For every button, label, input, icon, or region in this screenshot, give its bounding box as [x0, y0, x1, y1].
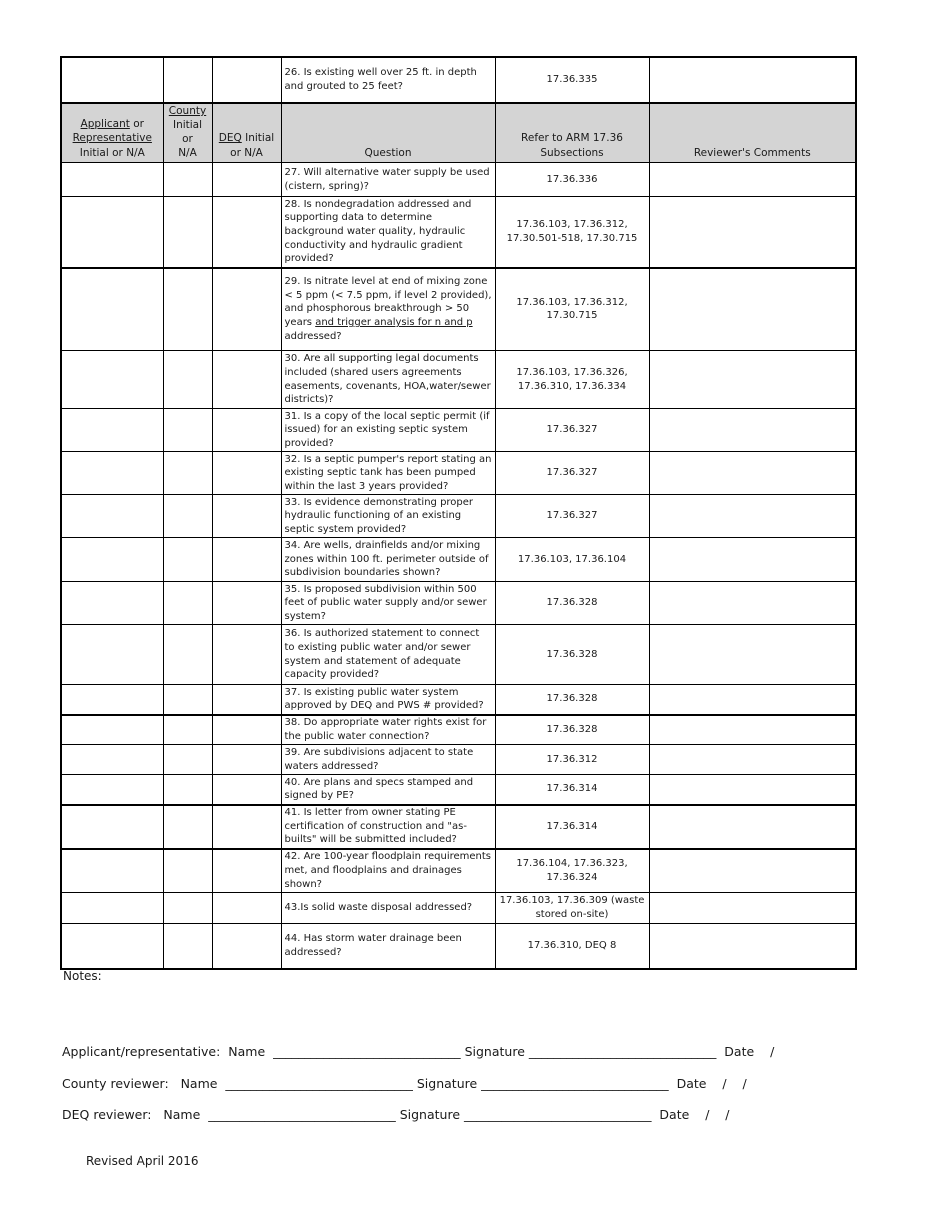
county-initial-cell[interactable] [163, 805, 212, 849]
county-signature-line[interactable]: County reviewer: Name ______________________________ Signature ______________________________ Date / / [62, 1076, 747, 1091]
applicant-initial-cell[interactable] [61, 197, 163, 268]
applicant-initial-cell[interactable] [61, 805, 163, 849]
reference-cell: 17.36.103, 17.36.326, 17.36.310, 17.36.334 [495, 351, 649, 409]
applicant-initial-cell[interactable] [61, 409, 163, 452]
deq-initial-cell[interactable] [212, 197, 281, 268]
reference-cell: 17.36.103, 17.36.309 (waste stored on-site) [495, 893, 649, 924]
county-initial-cell[interactable] [163, 268, 212, 351]
question-column-header: Question [281, 103, 495, 163]
applicant-initial-cell[interactable] [61, 268, 163, 351]
reference-cell: 17.36.335 [495, 57, 649, 103]
reviewer-comment-cell[interactable] [649, 495, 856, 538]
reviewer-comment-cell[interactable] [649, 57, 856, 103]
reviewer-comment-cell[interactable] [649, 775, 856, 805]
question-cell: 30. Are all supporting legal documents included (shared users agreements easements, covenants, HOA,water/sewer districts)? [281, 351, 495, 409]
reference-cell: 17.36.310, DEQ 8 [495, 924, 649, 969]
table-row [61, 197, 856, 268]
table-row [61, 715, 856, 745]
county-initial-cell[interactable] [163, 924, 212, 969]
question-cell: 37. Is existing public water system approved by DEQ and PWS # provided? [281, 685, 495, 715]
reference-cell: 17.36.336 [495, 163, 649, 197]
table-row [61, 538, 856, 582]
reviewer-comment-cell[interactable] [649, 849, 856, 893]
county-initial-cell[interactable] [163, 849, 212, 893]
deq-initial-cell[interactable] [212, 268, 281, 351]
deq-initial-cell[interactable] [212, 893, 281, 924]
deq-initial-cell[interactable] [212, 351, 281, 409]
applicant-initial-cell[interactable] [61, 351, 163, 409]
question-cell: 28. Is nondegradation addressed and supporting data to determine background water quality, hydraulic conductivity and hydraulic gradient provided? [281, 197, 495, 268]
deq-initial-cell[interactable] [212, 409, 281, 452]
deq-initial-cell[interactable] [212, 163, 281, 197]
question-cell: 40. Are plans and specs stamped and signed by PE? [281, 775, 495, 805]
reference-cell: 17.36.328 [495, 715, 649, 745]
county-column-header: County Initial or N/A [163, 103, 212, 163]
county-initial-cell[interactable] [163, 351, 212, 409]
deq-initial-cell[interactable] [212, 849, 281, 893]
county-initial-cell[interactable] [163, 495, 212, 538]
applicant-initial-cell[interactable] [61, 685, 163, 715]
question-cell: 36. Is authorized statement to connect to existing public water and/or sewer system and statement of adequate capacity provided? [281, 625, 495, 685]
deq-initial-cell[interactable] [212, 805, 281, 849]
applicant-initial-cell[interactable] [61, 625, 163, 685]
question-cell: 44. Has storm water drainage been addressed? [281, 924, 495, 969]
applicant-initial-cell[interactable] [61, 163, 163, 197]
reference-cell: 17.36.103, 17.36.312, 17.30.715 [495, 268, 649, 351]
county-initial-cell[interactable] [163, 582, 212, 625]
table-row [61, 163, 856, 197]
question-cell: 29. Is nitrate level at end of mixing zone < 5 ppm (< 7.5 ppm, if level 2 provided), and phosphorous breakthrough > 50 years and trigger analysis for n and p addressed? [281, 268, 495, 351]
reference-cell: 17.36.104, 17.36.323, 17.36.324 [495, 849, 649, 893]
reviewer-comment-cell[interactable] [649, 268, 856, 351]
applicant-initial-cell[interactable] [61, 893, 163, 924]
reviewer-comment-cell[interactable] [649, 538, 856, 582]
applicant-initial-cell[interactable] [61, 538, 163, 582]
deq-initial-cell[interactable] [212, 625, 281, 685]
table-row [61, 495, 856, 538]
deq-initial-cell[interactable] [212, 495, 281, 538]
applicant-initial-cell[interactable] [61, 745, 163, 775]
deq-initial-cell[interactable] [212, 745, 281, 775]
applicant-column-header: Applicant or Representative Initial or N/A [61, 103, 163, 163]
county-initial-cell[interactable] [163, 452, 212, 495]
question-cell: 32. Is a septic pumper's report stating an existing septic tank has been pumped within the last 3 years provided? [281, 452, 495, 495]
table-row [61, 582, 856, 625]
table-row [61, 625, 856, 685]
table-row [61, 849, 856, 893]
deq-initial-cell[interactable] [212, 924, 281, 969]
county-initial-cell[interactable] [163, 893, 212, 924]
county-initial-cell[interactable] [163, 715, 212, 745]
applicant-initial-cell[interactable] [61, 495, 163, 538]
question-cell: 38. Do appropriate water rights exist for the public water connection? [281, 715, 495, 745]
question-cell: 34. Are wells, drainfields and/or mixing zones within 100 ft. perimeter outside of subdivision boundaries shown? [281, 538, 495, 582]
reviewer-comment-cell[interactable] [649, 745, 856, 775]
header-row [61, 103, 856, 163]
reference-cell: 17.36.328 [495, 685, 649, 715]
question-cell: 39. Are subdivisions adjacent to state waters addressed? [281, 745, 495, 775]
county-initial-cell[interactable] [163, 163, 212, 197]
comments-column-header: Reviewer's Comments [649, 103, 856, 163]
table-row [61, 924, 856, 969]
county-initial-cell[interactable] [163, 538, 212, 582]
deq-signature-line[interactable]: DEQ reviewer: Name ______________________________ Signature ______________________________ Date / / [62, 1107, 730, 1122]
reviewer-comment-cell[interactable] [649, 625, 856, 685]
applicant-initial-cell[interactable] [61, 452, 163, 495]
notes-label: Notes: [63, 969, 102, 983]
table-row [61, 351, 856, 409]
table-row [61, 893, 856, 924]
county-initial-cell[interactable] [163, 685, 212, 715]
deq-initial-cell[interactable] [212, 775, 281, 805]
reviewer-comment-cell[interactable] [649, 805, 856, 849]
deq-initial-cell[interactable] [212, 452, 281, 495]
reference-cell: 17.36.327 [495, 495, 649, 538]
question-cell: 41. Is letter from owner stating PE certification of construction and "as-builts" will be submitted included? [281, 805, 495, 849]
review-checklist [60, 56, 855, 970]
reference-cell: 17.36.327 [495, 452, 649, 495]
county-initial-cell[interactable] [163, 197, 212, 268]
reference-cell: 17.36.327 [495, 409, 649, 452]
county-initial-cell[interactable] [163, 625, 212, 685]
table-row [61, 775, 856, 805]
question-cell: 42. Are 100-year floodplain requirements met, and floodplains and drainages shown? [281, 849, 495, 893]
question-cell: 27. Will alternative water supply be used (cistern, spring)? [281, 163, 495, 197]
applicant-initial-cell[interactable] [61, 849, 163, 893]
table-row [61, 805, 856, 849]
question-cell: 33. Is evidence demonstrating proper hydraulic functioning of an existing septic system provided? [281, 495, 495, 538]
deq-initial-cell[interactable] [212, 715, 281, 745]
deq-initial-cell[interactable] [212, 538, 281, 582]
reviewer-comment-cell[interactable] [649, 197, 856, 268]
reference-cell: 17.36.328 [495, 582, 649, 625]
table-row [61, 268, 856, 351]
applicant-initial-cell[interactable] [61, 775, 163, 805]
reviewer-comment-cell[interactable] [649, 893, 856, 924]
applicant-initial-cell[interactable] [61, 715, 163, 745]
revision-footer: Revised April 2016 [86, 1154, 199, 1168]
deq-initial-cell[interactable] [212, 685, 281, 715]
applicant-signature-line[interactable]: Applicant/representative: Name ______________________________ Signature ______________________________ Date / [62, 1044, 775, 1059]
county-initial-cell[interactable] [163, 775, 212, 805]
applicant-initial-cell[interactable] [61, 582, 163, 625]
question-cell: 43.Is solid waste disposal addressed? [281, 893, 495, 924]
reference-cell: 17.36.103, 17.36.104 [495, 538, 649, 582]
deq-initial-cell[interactable] [212, 57, 281, 103]
applicant-initial-cell[interactable] [61, 57, 163, 103]
reviewer-comment-cell[interactable] [649, 582, 856, 625]
reference-cell: 17.36.314 [495, 775, 649, 805]
reference-cell: 17.36.314 [495, 805, 649, 849]
reviewer-comment-cell[interactable] [649, 351, 856, 409]
reference-cell: 17.36.328 [495, 625, 649, 685]
table-row [61, 745, 856, 775]
deq-initial-cell[interactable] [212, 582, 281, 625]
table-row [61, 57, 856, 103]
county-initial-cell[interactable] [163, 409, 212, 452]
applicant-initial-cell[interactable] [61, 924, 163, 969]
table-row [61, 409, 856, 452]
checklist-table [60, 56, 857, 970]
question-cell: 35. Is proposed subdivision within 500 feet of public water supply and/or sewer system? [281, 582, 495, 625]
reviewer-comment-cell[interactable] [649, 924, 856, 969]
reviewer-comment-cell[interactable] [649, 452, 856, 495]
table-row [61, 685, 856, 715]
reference-cell: 17.36.103, 17.36.312, 17.30.501-518, 17.30.715 [495, 197, 649, 268]
reviewer-comment-cell[interactable] [649, 715, 856, 745]
reviewer-comment-cell[interactable] [649, 685, 856, 715]
county-initial-cell[interactable] [163, 745, 212, 775]
question-cell: 26. Is existing well over 25 ft. in depth and grouted to 25 feet? [281, 57, 495, 103]
deq-column-header: DEQ Initial or N/A [212, 103, 281, 163]
question-cell: 31. Is a copy of the local septic permit (if issued) for an existing septic system provided? [281, 409, 495, 452]
county-initial-cell[interactable] [163, 57, 212, 103]
reference-column-header: Refer to ARM 17.36 Subsections [495, 103, 649, 163]
table-row [61, 452, 856, 495]
reference-cell: 17.36.312 [495, 745, 649, 775]
reviewer-comment-cell[interactable] [649, 163, 856, 197]
reviewer-comment-cell[interactable] [649, 409, 856, 452]
